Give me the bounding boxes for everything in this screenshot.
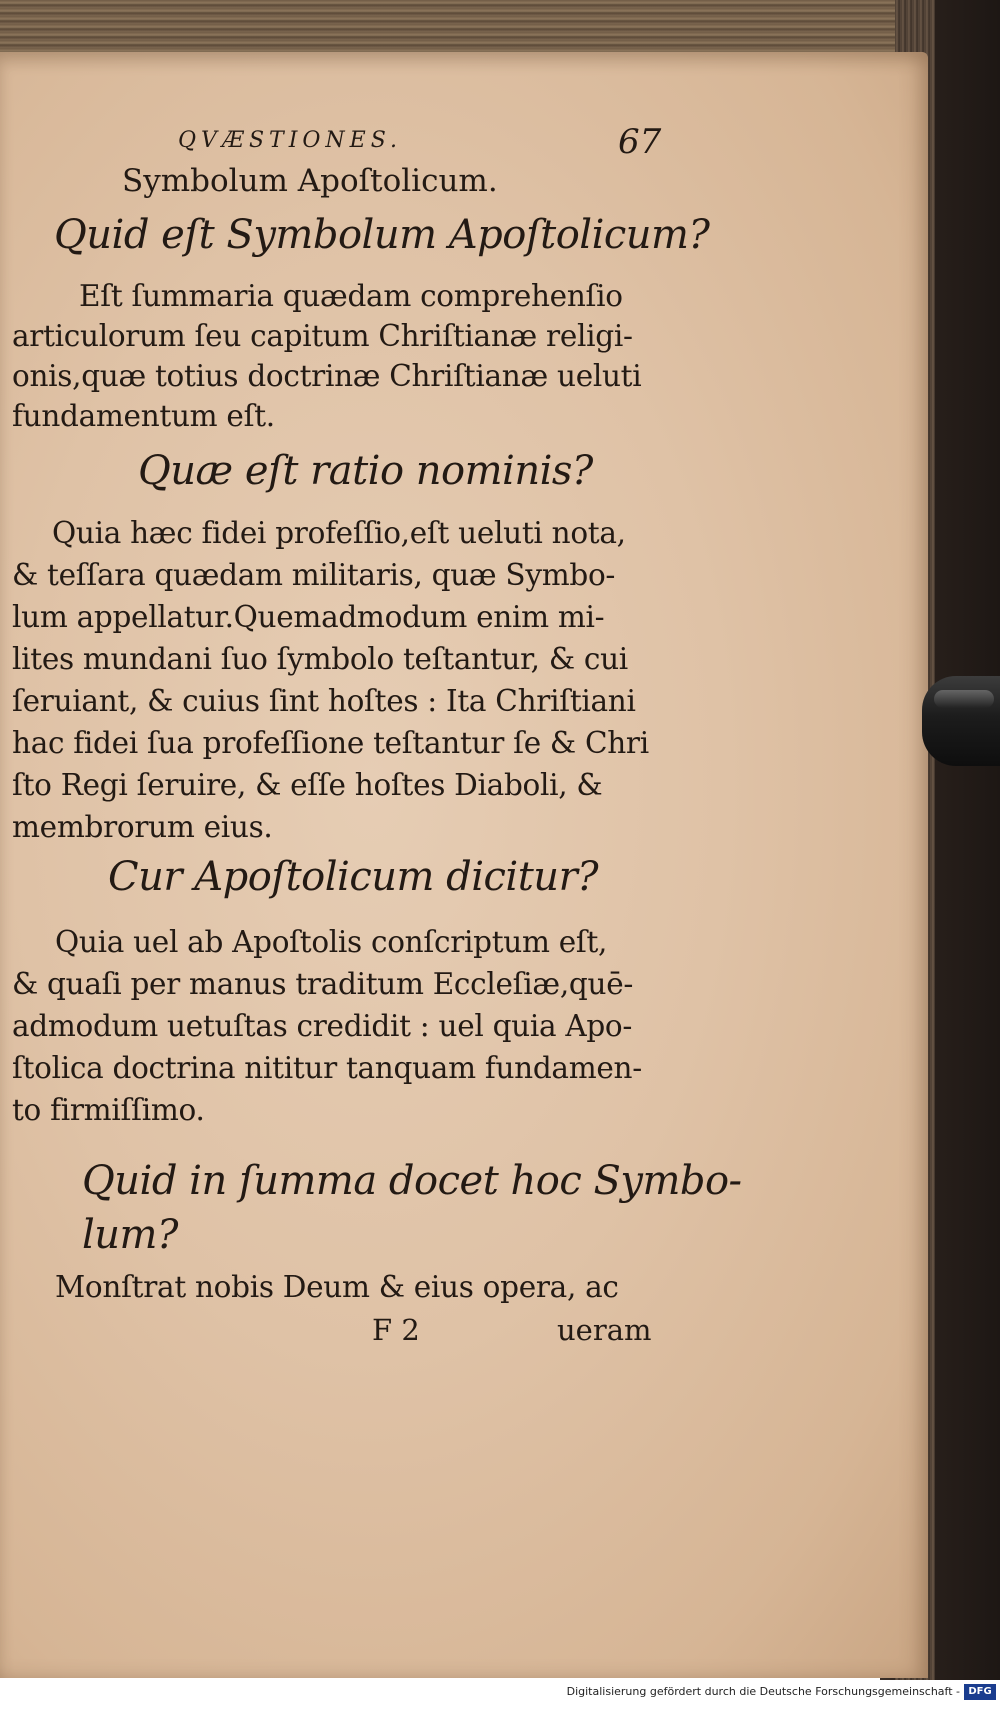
answer-2-line-7: ſto Regi ſeruire, & eſſe hoſtes Diaboli, & <box>12 768 603 802</box>
running-head: QVÆSTIONES. <box>178 128 403 153</box>
page-number: 67 <box>618 122 662 162</box>
question-heading-4-line-2: lum? <box>82 1212 178 1258</box>
answer-2-line-2: & teſſara quædam militaris, quæ Symbo- <box>12 558 616 592</box>
book-clip-highlight <box>934 690 994 708</box>
answer-3-line-5: to firmiſſimo. <box>12 1093 205 1127</box>
answer-1-line-2: articulorum ſeu capitum Chriſtianæ religi- <box>12 319 633 353</box>
answer-3-line-4: ſtolica doctrina nititur tanquam fundamen- <box>12 1051 642 1085</box>
digitization-credit: Digitalisierung gefördert durch die Deutsche Forschungsgemeinschaft - <box>566 1685 960 1698</box>
answer-3-line-3: admodum uetuſtas credidit : uel quia Apo- <box>12 1009 633 1043</box>
question-heading-3: Cur Apoſtolicum dicitur? <box>108 854 599 900</box>
answer-1-line-3: onis,quæ totius doctrinæ Chriſtianæ ueluti <box>12 359 642 393</box>
answer-1-line-1: Eſt ſummaria quædam comprehenſio <box>79 279 623 313</box>
catchword: ueram <box>557 1313 652 1347</box>
answer-2-line-6: hac fidei ſua profeſſione teſtantur ſe & Chri <box>12 726 649 760</box>
signature-mark: F 2 <box>372 1313 420 1347</box>
answer-2-line-1: Quia hæc fidei profeſſio,eſt ueluti nota, <box>52 516 626 550</box>
answer-2-line-8: membrorum eius. <box>12 810 273 844</box>
answer-2-line-3: lum appellatur.Quemadmodum enim mi- <box>12 600 605 634</box>
answer-3-line-2: & quaſi per manus traditum Eccleſiæ,quē- <box>12 967 634 1001</box>
answer-1-line-4: fundamentum eſt. <box>12 399 275 433</box>
answer-2-line-5: ſeruiant, & cuius ſint hoſtes : Ita Chriſtiani <box>12 684 636 718</box>
dfg-logo: DFG <box>964 1684 996 1700</box>
question-heading-2: Quæ eſt ratio nominis? <box>138 448 593 494</box>
section-title: Symbolum Apoſtolicum. <box>122 163 498 199</box>
answer-2-line-4: lites mundani ſuo ſymbolo teſtantur, & cui <box>12 642 628 676</box>
question-heading-4-line-1: Quid in ſumma docet hoc Symbo- <box>82 1158 742 1204</box>
answer-3-line-1: Quia uel ab Apoſtolis conſcriptum eſt, <box>55 925 608 959</box>
answer-4-line-1: Monſtrat nobis Deum & eius opera, ac <box>55 1270 619 1304</box>
question-heading-1: Quid eſt Symbolum Apoſtolicum? <box>54 212 710 258</box>
